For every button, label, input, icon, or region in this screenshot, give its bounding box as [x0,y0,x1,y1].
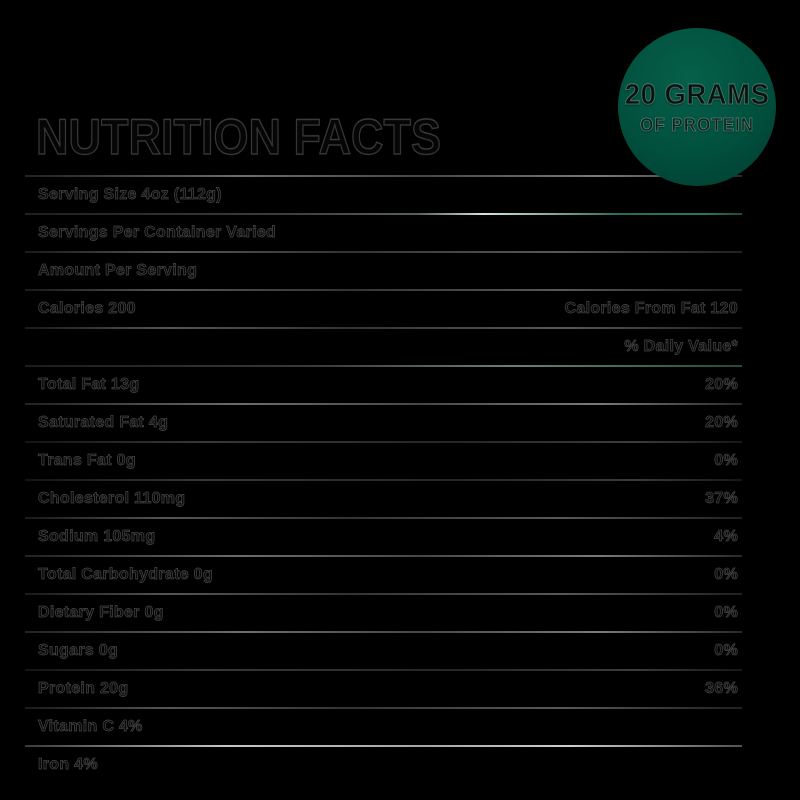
row-label: Amount Per Serving [38,262,198,279]
row-content [25,443,742,479]
table-row [25,593,742,631]
row-value: % Daily Value* [624,338,738,355]
row-label: Servings Per Container Varied [38,224,277,241]
row-content [25,671,742,707]
table-row [25,707,742,745]
badge-grams-text: 20 GRAMS [624,78,770,111]
row-label: Calories 200 [38,300,136,317]
row-content [25,747,742,783]
row-value: 20% [705,414,738,431]
row-value: 0% [714,566,738,583]
table-row [25,213,742,251]
row-label: Cholesterol 110mg [38,490,186,507]
table-row [25,327,742,365]
table-row [25,669,742,707]
row-label: Protein 20g [38,680,129,697]
row-value: 4% [714,528,738,545]
table-row [25,441,742,479]
row-label: Serving Size 4oz (112g) [38,186,222,203]
row-content [25,519,742,555]
table-row [25,745,742,783]
row-label: Sodium 105mg [38,528,156,545]
row-label: Iron 4% [38,756,98,773]
row-value: 20% [705,376,738,393]
row-content [25,291,742,327]
row-label: Total Fat 13g [38,376,140,393]
row-content [25,329,742,365]
row-content [25,481,742,517]
row-content [25,633,742,669]
row-label: Total Carbohydrate 0g [38,566,213,583]
row-value: 0% [714,642,738,659]
row-value: 37% [705,490,738,507]
row-label: Trans Fat 0g [38,452,136,469]
table-row [25,365,742,403]
table-row [25,289,742,327]
row-content [25,595,742,631]
row-content [25,709,742,745]
table-row [25,479,742,517]
page-title: NUTRITION FACTS [36,109,441,165]
table-row [25,631,742,669]
row-value: 0% [714,452,738,469]
row-value: 0% [714,604,738,621]
table-row [25,175,742,213]
row-label: Dietary Fiber 0g [38,604,164,621]
row-content [25,557,742,593]
protein-badge [618,28,776,186]
row-label: Vitamin C 4% [38,718,143,735]
badge-protein-text: OF PROTEIN [639,114,754,135]
table-row [25,403,742,441]
row-content [25,215,742,251]
table-row [25,517,742,555]
table-row [25,251,742,289]
row-content [25,253,742,289]
row-value: Calories From Fat 120 [564,300,738,317]
table-row [25,555,742,593]
row-value: 36% [705,680,738,697]
row-content [25,177,742,213]
row-label: Saturated Fat 4g [38,414,169,431]
row-content [25,367,742,403]
nutrition-table [25,175,742,783]
row-content [25,405,742,441]
row-label: Sugars 0g [38,642,119,659]
